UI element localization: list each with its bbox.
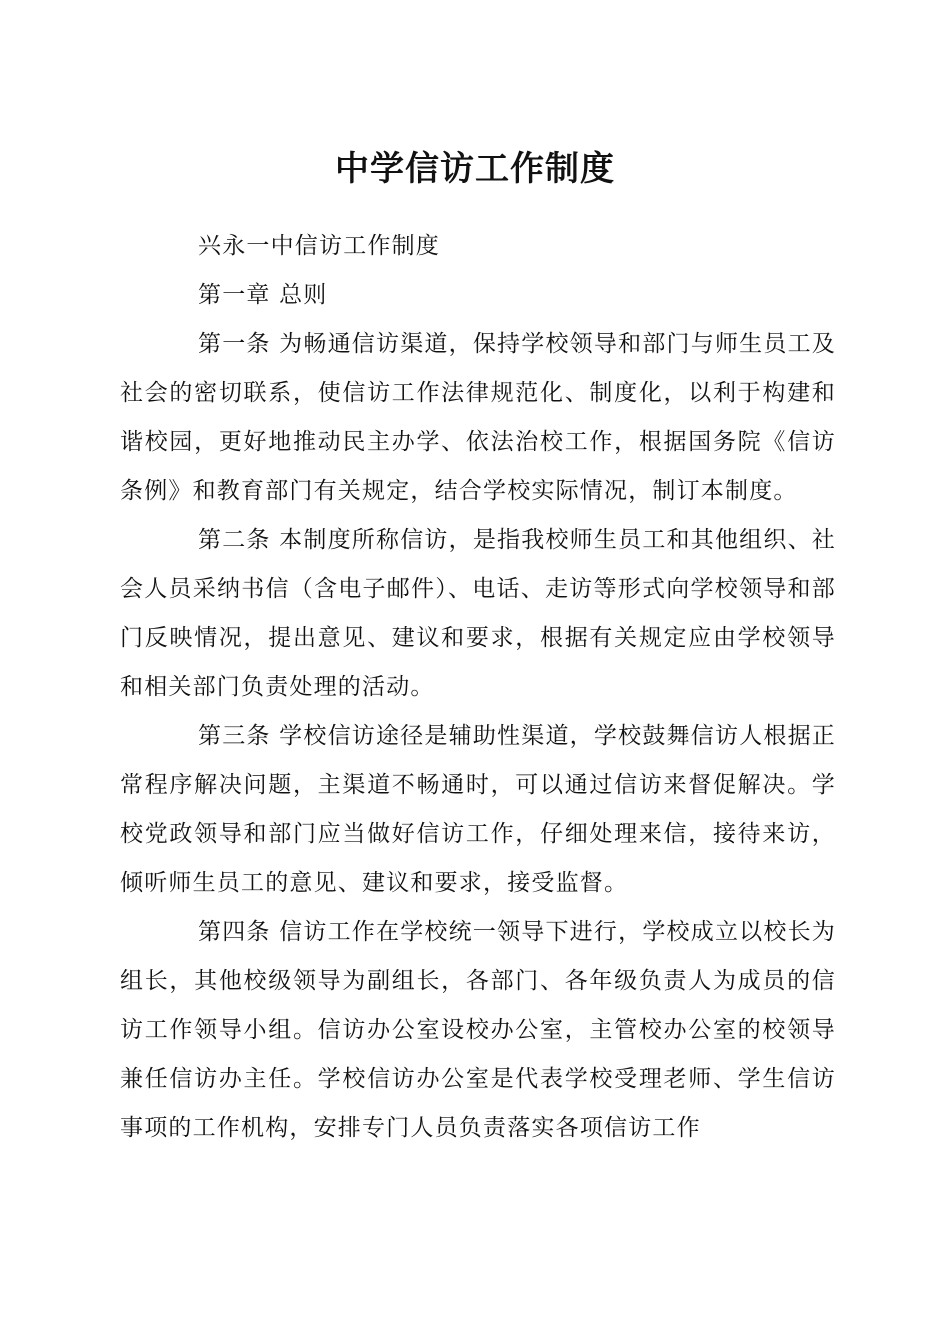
paragraph-article-3: 第三条 学校信访途径是辅助性渠道，学校鼓舞信访人根据正常程序解决问题，主渠道不畅通时，可以通过信访来督促解决。学校党政领导和部门应当做好信访工作，仔细处理来信，接待来访，倾听师生员工的意见、建议和要求，接受监督。 [120,723,836,896]
paragraph-article-2: 第二条 本制度所称信访，是指我校师生员工和其他组织、社会人员采纳书信（含电子邮件）、电话、走访等形式向学校领导和部门反映情况，提出意见、建议和要求，根据有关规定应由学校领导和相关部门负责处理的活动。 [120,527,836,700]
paragraph-subtitle: 兴永一中信访工作制度 [198,233,440,259]
paragraph-article-4: 第四条 信访工作在学校统一领导下进行，学校成立以校长为组长，其他校级领导为副组长，各部门、各年级负责人为成员的信访工作领导小组。信访办公室设校办公室，主管校办公室的校领导兼任信访办主任。学校信访办公室是代表学校受理老师、学生信访事项的工作机构，安排专门人员负责落实各项信访工作 [120,919,836,1141]
document-body [120,222,836,1153]
paragraph-article-1: 第一条 为畅通信访渠道，保持学校领导和部门与师生员工及社会的密切联系，使信访工作法律规范化、制度化，以利于构建和谐校园，更好地推动民主办学、依法治校工作，根据国务院《信访条例》和教育部门有关规定，结合学校实际情况，制订本制度。 [120,331,836,504]
document-title: 中学信访工作制度 [335,149,615,189]
paragraph-chapter-heading: 第一章 总则 [198,282,328,308]
